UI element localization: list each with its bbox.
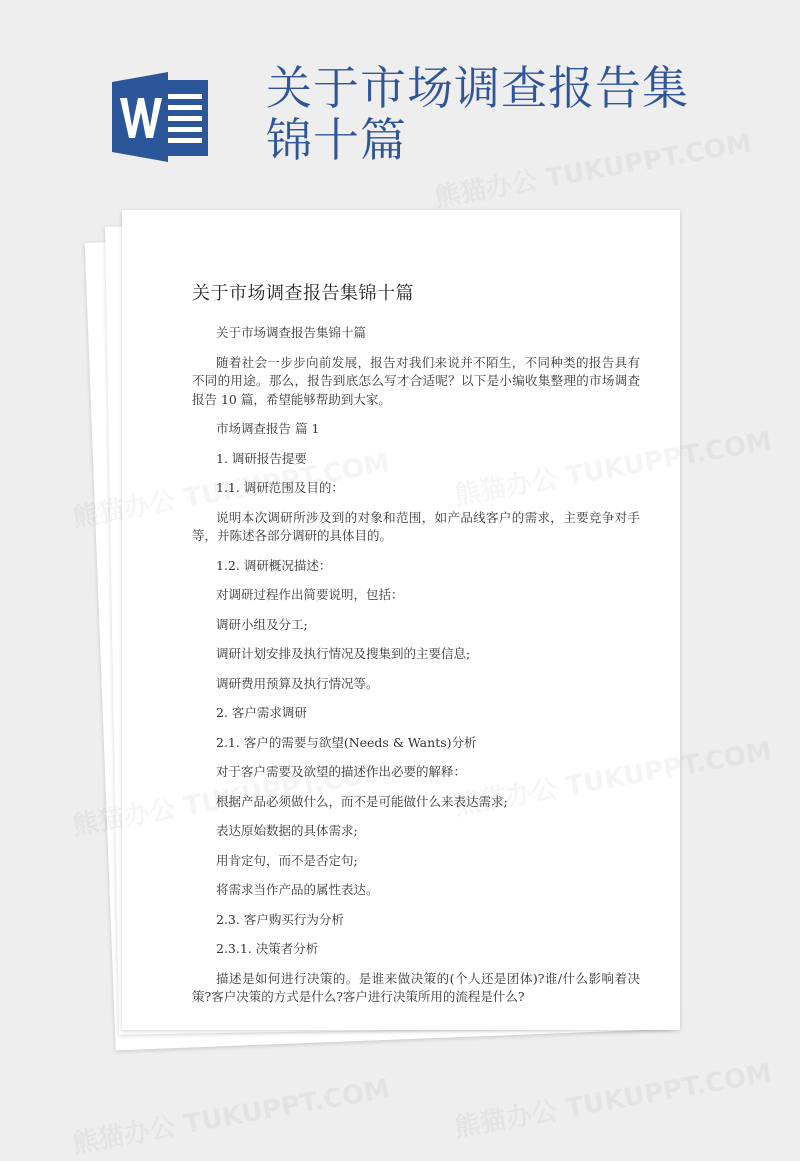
word-document-icon (110, 72, 214, 162)
section-line: 市场调查报告 篇 1 (216, 421, 320, 436)
section-line: 1.1. 调研范围及目的： (216, 480, 344, 495)
document-blocks (192, 324, 640, 1007)
section-line: 表达原始数据的具体需求; (216, 823, 358, 838)
watermark (69, 1068, 392, 1160)
section-line: 2.3. 客户购买行为分析 (216, 911, 344, 927)
section-line: 调研计划安排及执行情况及搜集到的主要信息; (216, 646, 471, 661)
page-title: 关于市场调查报告集锦十篇 (266, 61, 689, 167)
section-line: 1.2. 调研概况描述： (216, 557, 332, 573)
section-line: 1. 调研报告提要 (216, 450, 307, 466)
body-paragraph: 描述是如何进行决策的。是谁来做决策的(个人还是团体)?谁/什么影响着决策?客户决策的方式是什么?客户进行决策所用的流程是什么? (192, 970, 640, 1004)
section-line: 用肯定句，而不是否定句; (216, 852, 358, 868)
body-paragraph: 随着社会一步步向前发展，报告对我们来说并不陌生，不同种类的报告具有不同的用途。那么，报告到底怎么写才合适呢？以下是小编收集整理的市场调查报告 10 篇，希望能够帮助到大家。 (192, 354, 640, 407)
body-paragraph: 说明本次调研所涉及到的对象和范围，如产品线客户的需求，主要竞争对手等，并陈述各部分调研的具体目的。 (192, 509, 640, 543)
section-line: 关于市场调查报告集锦十篇 (216, 325, 367, 340)
section-line: 对调研过程作出简要说明，包括： (216, 587, 404, 602)
section-line: 2. 客户需求调研 (216, 705, 307, 720)
section-line: 调研小组及分工; (216, 616, 308, 632)
document-body (192, 280, 640, 1018)
section-line: 2.3.1. 决策者分析 (216, 941, 319, 956)
document-title: 关于市场调查报告集锦十篇 (192, 283, 414, 304)
section-line: 根据产品必须做什么，而不是可能做什么来表达需求; (216, 793, 508, 809)
watermark (451, 1052, 774, 1144)
section-line: 2.1. 客户的需要与欲望(Needs & Wants)分析 (216, 734, 477, 750)
section-line: 将需求当作产品的属性表达。 (216, 882, 379, 897)
section-line: 对于客户需要及欲望的描述作出必要的解释： (216, 764, 467, 779)
section-line: 调研费用预算及执行情况等。 (216, 675, 379, 691)
